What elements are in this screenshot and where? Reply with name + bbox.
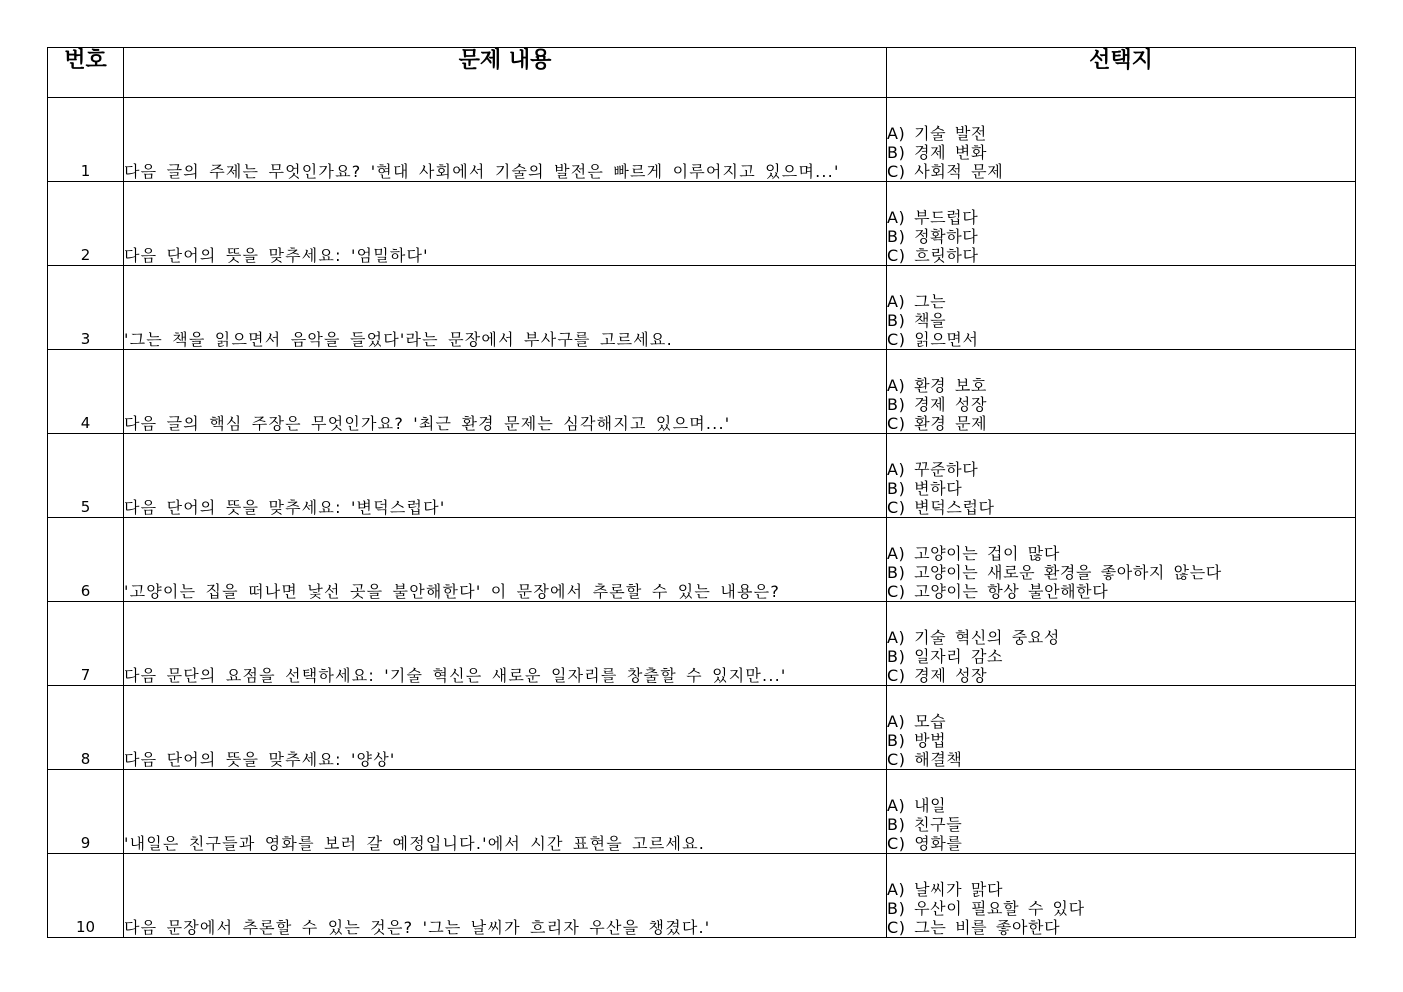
option-b: B) 책을 xyxy=(887,311,947,330)
option-a: A) 그는 xyxy=(887,292,947,311)
options-cell xyxy=(887,266,1356,350)
table-row xyxy=(48,770,1356,854)
options-cell xyxy=(887,602,1356,686)
option-a: A) 환경 보호 xyxy=(887,376,987,395)
question-text: 다음 글의 핵심 주장은 무엇인가요? '최근 환경 문제는 심각해지고 있으며...' xyxy=(124,350,887,434)
option-b: B) 경제 변화 xyxy=(887,143,988,162)
table-body xyxy=(48,98,1356,938)
option-c: C) 영화를 xyxy=(887,834,963,853)
question-text: '고양이는 집을 떠나면 낯선 곳을 불안해한다' 이 문장에서 추론할 수 있는 내용은? xyxy=(124,518,887,602)
options-cell xyxy=(887,182,1356,266)
option-b: B) 우산이 필요할 수 있다 xyxy=(887,899,1085,918)
options-cell xyxy=(887,98,1356,182)
option-b: B) 친구들 xyxy=(887,815,963,834)
option-b: B) 방법 xyxy=(887,731,947,750)
question-text: '내일은 친구들과 영화를 보러 갈 예정입니다.'에서 시간 표현을 고르세요. xyxy=(124,770,887,854)
header-number: 번호 xyxy=(48,48,124,98)
question-number: 9 xyxy=(48,770,124,854)
options-cell xyxy=(887,350,1356,434)
option-b: B) 경제 성장 xyxy=(887,395,988,414)
option-a: A) 날씨가 맑다 xyxy=(887,880,1004,899)
option-a: A) 모습 xyxy=(887,712,947,731)
option-a: A) 기술 혁신의 중요성 xyxy=(887,628,1060,647)
table-row xyxy=(48,98,1356,182)
question-text: 다음 글의 주제는 무엇인가요? '현대 사회에서 기술의 발전은 빠르게 이루어지고 있으며...' xyxy=(124,98,887,182)
table-row xyxy=(48,518,1356,602)
question-text: '그는 책을 읽으면서 음악을 들었다'라는 문장에서 부사구를 고르세요. xyxy=(124,266,887,350)
question-number: 2 xyxy=(48,182,124,266)
question-number: 3 xyxy=(48,266,124,350)
option-c: C) 그는 비를 좋아한다 xyxy=(887,918,1061,937)
option-c: C) 고양이는 항상 불안해한다 xyxy=(887,582,1109,601)
option-b: B) 일자리 감소 xyxy=(887,647,1004,666)
table-row xyxy=(48,266,1356,350)
option-b: B) 변하다 xyxy=(887,479,963,498)
question-text: 다음 단어의 뜻을 맞추세요: '엄밀하다' xyxy=(124,182,887,266)
option-a: A) 꾸준하다 xyxy=(887,460,979,479)
options-cell xyxy=(887,854,1356,938)
question-number: 5 xyxy=(48,434,124,518)
option-c: C) 사회적 문제 xyxy=(887,162,1004,181)
question-text: 다음 문단의 요점을 선택하세요: '기술 혁신은 새로운 일자리를 창출할 수 있지만...' xyxy=(124,602,887,686)
table-row xyxy=(48,854,1356,938)
question-text: 다음 단어의 뜻을 맞추세요: '변덕스럽다' xyxy=(124,434,887,518)
option-a: A) 기술 발전 xyxy=(887,124,987,143)
question-number: 7 xyxy=(48,602,124,686)
option-a: A) 고양이는 겁이 많다 xyxy=(887,544,1060,563)
option-c: C) 읽으면서 xyxy=(887,330,979,349)
question-number: 4 xyxy=(48,350,124,434)
table-row xyxy=(48,686,1356,770)
quiz-table xyxy=(47,47,1356,938)
question-number: 8 xyxy=(48,686,124,770)
table-row xyxy=(48,602,1356,686)
option-c: C) 흐릿하다 xyxy=(887,246,979,265)
table-row xyxy=(48,434,1356,518)
header-question: 문제 내용 xyxy=(124,48,887,98)
option-c: C) 변덕스럽다 xyxy=(887,498,995,517)
option-c: C) 해결책 xyxy=(887,750,963,769)
options-cell xyxy=(887,434,1356,518)
options-cell xyxy=(887,518,1356,602)
question-number: 1 xyxy=(48,98,124,182)
option-b: B) 정확하다 xyxy=(887,227,979,246)
header-row xyxy=(48,48,1356,98)
question-number: 6 xyxy=(48,518,124,602)
question-text: 다음 문장에서 추론할 수 있는 것은? '그는 날씨가 흐리자 우산을 챙겼다.' xyxy=(124,854,887,938)
options-cell xyxy=(887,770,1356,854)
option-b: B) 고양이는 새로운 환경을 좋아하지 않는다 xyxy=(887,563,1222,582)
table-row xyxy=(48,182,1356,266)
table-row xyxy=(48,350,1356,434)
option-a: A) 내일 xyxy=(887,796,947,815)
option-c: C) 환경 문제 xyxy=(887,414,988,433)
table-header xyxy=(48,48,1356,98)
option-a: A) 부드럽다 xyxy=(887,208,979,227)
options-cell xyxy=(887,686,1356,770)
question-text: 다음 단어의 뜻을 맞추세요: '양상' xyxy=(124,686,887,770)
header-options: 선택지 xyxy=(887,48,1356,98)
question-number: 10 xyxy=(48,854,124,938)
option-c: C) 경제 성장 xyxy=(887,666,988,685)
